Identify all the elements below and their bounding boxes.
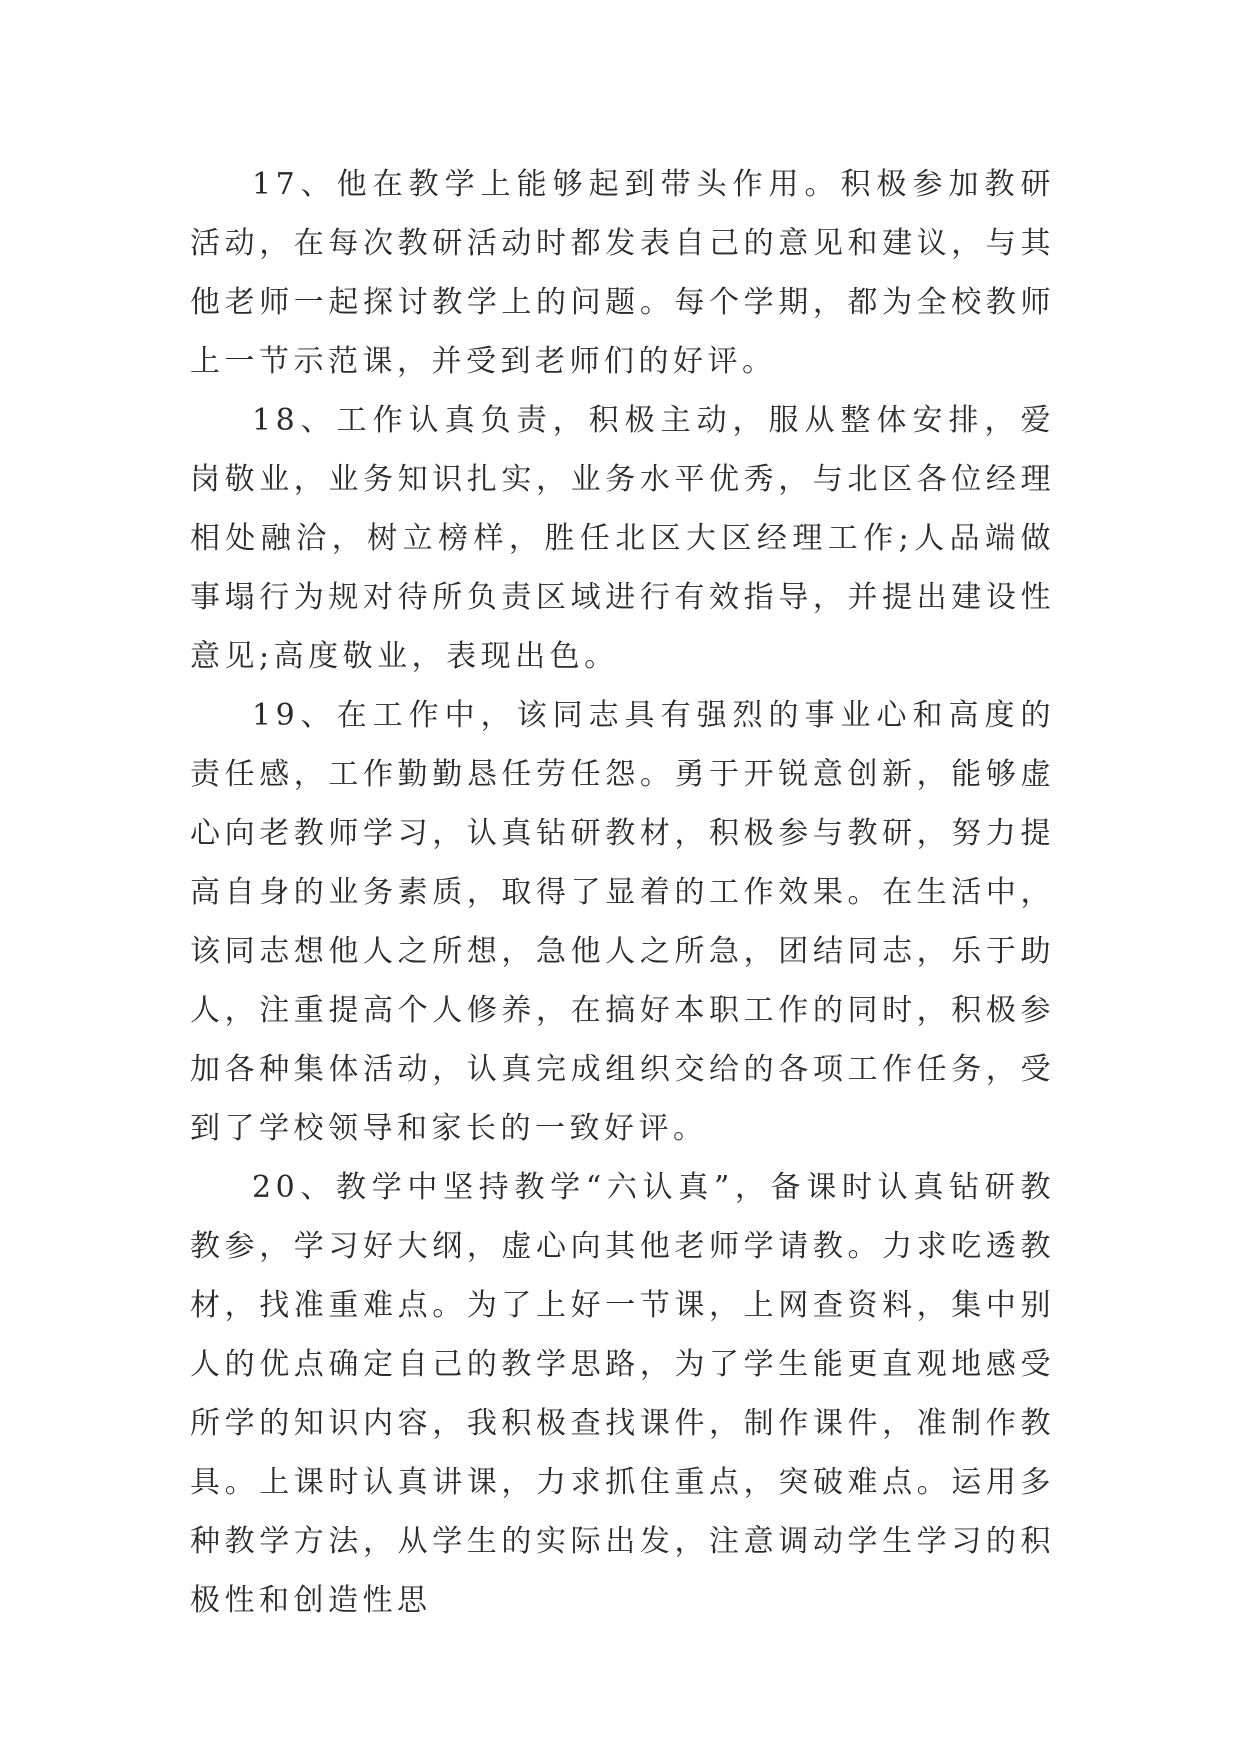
paragraph-17: 17、他在教学上能够起到带头作用。积极参加教研活动，在每次教研活动时都发表自己的意见和建议，与其他老师一起探讨教学上的问题。每个学期，都为全校教师上一节示范课，并受到老师们的好评。 — [190, 167, 1055, 379]
paragraph-20: 20、教学中坚持教学“六认真”，备课时认真钻研教教参，学习好大纲，虚心向其他老师学请教。力求吃透教材，找准重难点。为了上好一节课，上网查资料，集中别人的优点确定自己的教学思路，为了学生能更直观地感受所学的知识内容，我积极查找课件，制作课件，准制作教具。上课时认真讲课，力求抓住重点，突破难点。运用多种教学方法，从学生的实际出发，注意调动学生学习的积极性和创造性思 — [190, 1170, 1055, 1618]
paragraph-19: 19、在工作中，该同志具有强烈的事业心和高度的责任感，工作勤勤恳任劳任怨。勇于开锐意创新，能够虚心向老教师学习，认真钻研教材，积极参与教研，努力提高自身的业务素质，取得了显着的工作效果。在生活中，该同志想他人之所想，急他人之所急，团结同志，乐于助人，注重提高个人修养，在搞好本职工作的同时，积极参加各种集体活动，认真完成组织交给的各项工作任务，受到了学校领导和家长的一致好评。 — [190, 698, 1055, 1146]
document-body — [190, 155, 1055, 1630]
paragraph-18: 18、工作认真负责，积极主动，服从整体安排，爱岗敬业，业务知识扎实，业务水平优秀，与北区各位经理相处融洽，树立榜样，胜任北区大区经理工作;人品端做事塌行为规对待所负责区域进行有效指导，并提出建设性意见;高度敬业，表现出色。 — [190, 403, 1055, 674]
